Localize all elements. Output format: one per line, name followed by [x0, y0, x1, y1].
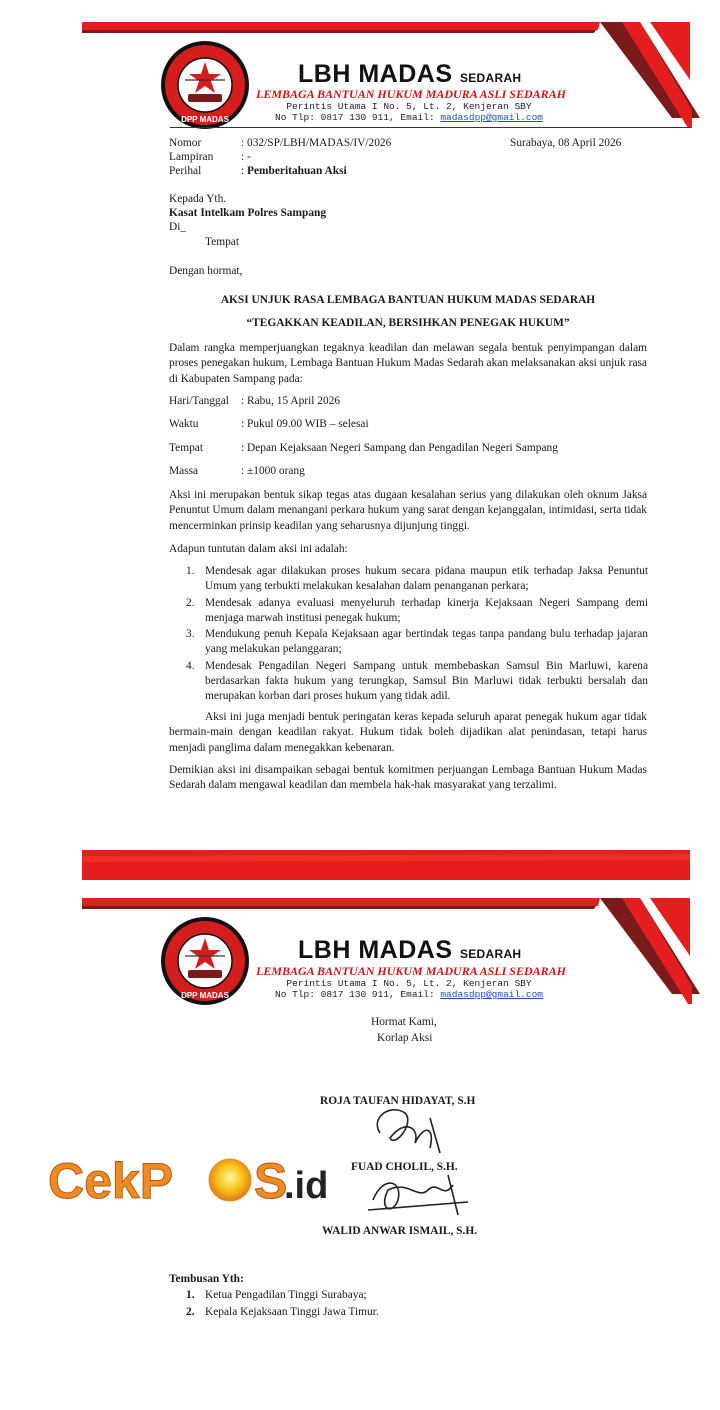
signatory-name: WALID ANWAR ISMAIL, S.H. [322, 1225, 478, 1237]
perihal-value: : Pemberitahuan Aksi [241, 165, 347, 177]
signatory-name: ROJA TAUFAN HIDAYAT, S.H [320, 1095, 476, 1107]
org-contact: No Tlp: 0817 130 911, Email: madasdpp@gmail.com [275, 989, 543, 1000]
watermark-text-3: .id [284, 1165, 329, 1207]
list-item: 1. Mendesak agar dilakukan proses hukum secara pidana maupun etik terhadap Jaksa Penuntut Umum yang terbukti melakukan kesalahan dalam penanganan perkara; [186, 565, 648, 593]
cc-title: Tembusan Yth: [169, 1273, 244, 1285]
sign-salutation: Hormat Kami, [371, 1016, 437, 1028]
page-break-band [82, 850, 690, 880]
perihal-label: Perihal [169, 165, 202, 177]
detail-label: Waktu [169, 418, 199, 430]
reason-paragraph: Aksi ini merupakan bentuk sikap tegas atas dugaan kesalahan serius yang dilakukan oleh oknum Jaksa Penuntut Umum dalam menangani perkara hukum yang sarat dengan kejanggalan, intimidasi, serta tidak mencerminkan prinsip keadilan yang seharusnya dijunjung tinggi. [169, 489, 647, 532]
signatory-name: FUAD CHOLIL, S.H. [351, 1161, 458, 1173]
title-line-1: AKSI UNJUK RASA LEMBAGA BANTUAN HUKUM MADAS SEDARAH [220, 294, 596, 306]
org-contact: No Tlp: 0817 130 911, Email: madasdpp@gmail.com [275, 112, 543, 123]
demands-list [186, 564, 648, 706]
detail-value: : ±1000 orang [241, 465, 305, 477]
letterhead-top [0, 0, 720, 124]
demands-intro: Adapun tuntutan dalam aksi ini adalah: [169, 543, 348, 555]
intro-paragraph: Dalam rangka memperjuangkan tegaknya keadilan dan melawan segala bentuk penyimpangan dalam proses penegakan hukum, Lembaga Bantuan Hukum Madas Sedarah akan melaksanakan aksi unjuk rasa di Kabupaten Sampang pada: [169, 342, 647, 385]
signature-scribble [360, 1098, 470, 1158]
detail-value: : Depan Kejaksaan Negeri Sampang dan Pengadilan Negeri Sampang [241, 442, 558, 454]
detail-value: : Rabu, 15 April 2026 [241, 395, 341, 407]
letter-date: Surabaya, 08 April 2026 [510, 137, 622, 149]
lampiran-label: Lampiran [169, 151, 214, 163]
title-line-2: “TEGAKKAN KEADILAN, BERSIHKAN PENEGAK HUKUM” [246, 317, 570, 329]
list-item: 4. Mendesak Pengadilan Negeri Sampang untuk membebaskan Samsul Bin Marluwi, karena berdasarkan fakta hukum yang terungkap, Samsul Bin Marluwi tidak terbukti bersalah dan merupakan korban dari proses hukum yang tidak adil. [186, 659, 648, 703]
kepada-text: Kepada Yth. [169, 193, 227, 205]
list-item: 2. Mendesak adanya evaluasi menyeluruh terhadap kinerja Kejaksaan Negeri Sampang demi menjaga marwah institusi penegak hukum; [186, 596, 648, 624]
warning-paragraph: Aksi ini juga menjadi bentuk peringatan keras kepada seluruh aparat penegak hukum agar tidak bermain-main dengan keadilan rakyat. Hukum tidak boleh dijadikan alat penindasan, tetapi harus menjadi panglima dalam menegakkan kebenaran. [169, 711, 647, 754]
org-address: Perintis Utama I No. 5, Lt. 2, Kenjeran SBY [286, 978, 532, 989]
sign-role: Korlap Aksi [377, 1032, 433, 1044]
recipient-tempat: Tempat [205, 236, 239, 248]
watermark-text-2: S [254, 1153, 288, 1209]
lbh-logo [160, 40, 250, 130]
letterhead-second [0, 878, 720, 1000]
email-link[interactable]: madasdpp@gmail.com [440, 112, 543, 123]
detail-label: Tempat [169, 442, 203, 454]
detail-value: : Pukul 09.00 WIB – selesai [241, 418, 369, 430]
recipient-di: Di_ [169, 221, 187, 233]
closing-paragraph: Demikian aksi ini disampaikan sebagai bentuk komitmen perjuangan Lembaga Bantuan Hukum Madas Sedarah dalam mengawal keadilan dan membela hak-hak masyarakat yang terzalimi. [169, 764, 647, 792]
recipient-name: Kasat Intelkam Polres Sampang [169, 207, 327, 219]
lampiran-value: : - [241, 151, 251, 163]
org-short-name: LBH MADAS SEDARAH [298, 60, 522, 88]
nomor-label: Nomor [169, 137, 202, 149]
cc-list [186, 1288, 648, 1323]
detail-label: Hari/Tanggal [169, 395, 229, 407]
divider [170, 127, 690, 128]
email-link[interactable]: madasdpp@gmail.com [440, 989, 543, 1000]
org-address: Perintis Utama I No. 5, Lt. 2, Kenjeran SBY [286, 101, 532, 112]
list-item: 2. Kepala Kejaksaan Tinggi Jawa Timur. [186, 1306, 379, 1319]
lbh-logo [160, 916, 250, 1006]
signature-scribble [358, 1170, 478, 1220]
org-short-name: LBH MADAS SEDARAH [298, 936, 522, 964]
cekpos-watermark [44, 1146, 334, 1216]
detail-label: Massa [169, 465, 199, 477]
greeting: Dengan hormat, [169, 265, 243, 277]
logo-bottom-text: DPP MADAS [181, 115, 229, 124]
nomor-value: : 032/SP/LBH/MADAS/IV/2026 [241, 137, 392, 149]
org-full-name: LEMBAGA BANTUAN HUKUM MADURA ASLI SEDARAH [256, 964, 566, 978]
list-item: 3. Mendukung penuh Kepala Kejaksaan agar bertindak tegas tanpa pandang bulu terhadap jajaran yang melakukan pelanggaran; [186, 628, 648, 656]
org-full-name: LEMBAGA BANTUAN HUKUM MADURA ASLI SEDARAH [256, 87, 566, 101]
logo-bottom-text: DPP MADAS [181, 991, 229, 1000]
list-item: 1. Ketua Pengadilan Tinggi Surabaya; [186, 1289, 367, 1301]
watermark-o-icon [209, 1159, 251, 1201]
watermark-text-1: CekP [48, 1153, 174, 1209]
